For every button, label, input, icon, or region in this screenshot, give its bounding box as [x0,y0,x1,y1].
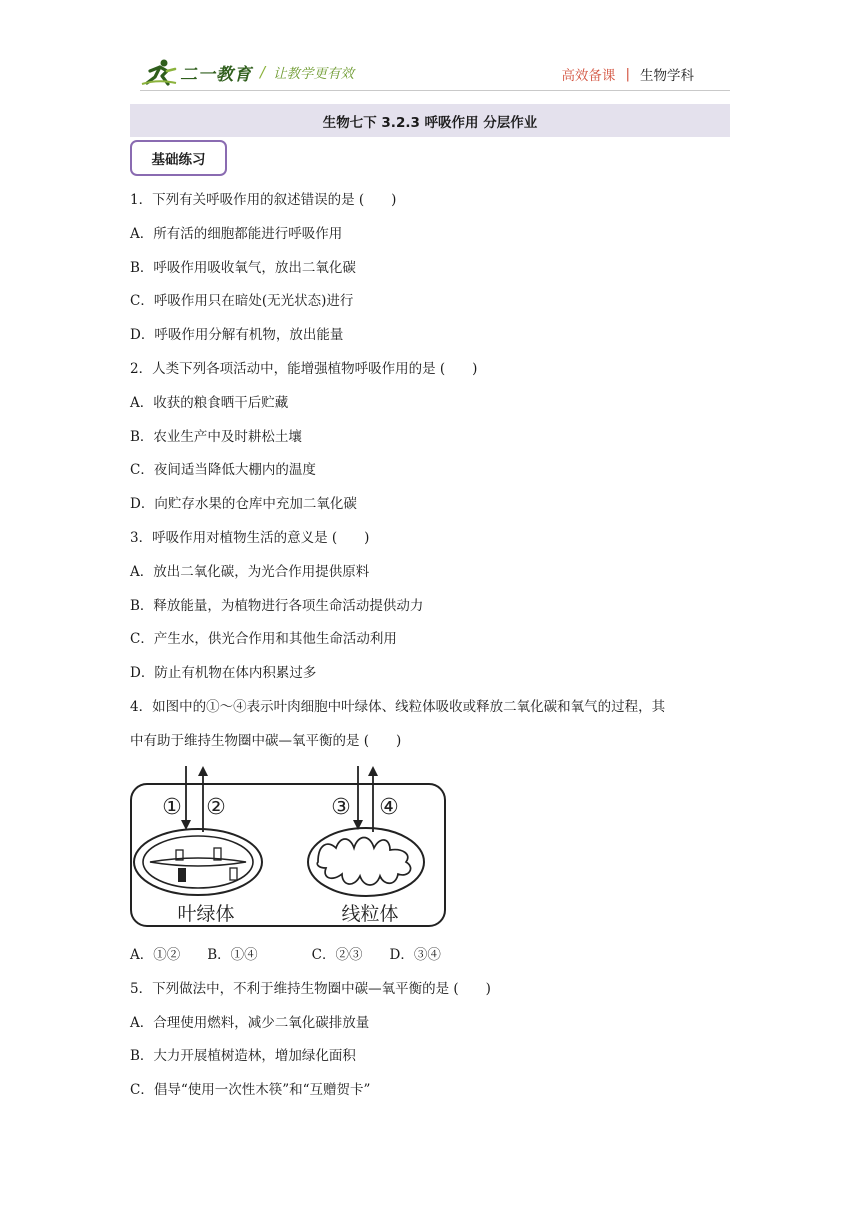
brand-name: 二一教育 [180,64,252,85]
label-3: ③ [331,795,351,820]
question-2-option-a: A．收获的粮食晒干后贮藏 [130,395,289,411]
label-1: ① [162,795,182,820]
header-separator: | [625,66,630,82]
header-tag-subject: 生物学科 [640,68,694,84]
label-4: ④ [379,795,399,820]
question-3-option-b: B．释放能量，为植物进行各项生命活动提供动力 [130,598,424,614]
question-5: 5．下列做法中，不利于维持生物圈中碳—氧平衡的是 ( ) [130,981,491,997]
question-3-option-a: A．放出二氧化碳，为光合作用提供原料 [130,564,370,580]
question-1-option-c: C．呼吸作用只在暗处(无光状态)进行 [130,293,354,309]
chloroplast-icon [134,829,262,895]
question-2-option-b: B．农业生产中及时耕松土壤 [130,429,302,445]
brand-logo [140,56,354,88]
header-tags [561,64,694,84]
title-bar [130,104,730,137]
question-1-option-d: D．呼吸作用分解有机物，放出能量 [130,327,344,343]
header-tag-prep: 高效备课 [561,68,616,84]
mitochondrion-icon [308,828,424,896]
page-header [140,56,730,92]
question-3: 3．呼吸作用对植物生活的意义是 ( ) [130,530,370,546]
question-1-option-b: B．呼吸作用吸收氧气，放出二氧化碳 [130,260,356,276]
question-2: 2．人类下列各项活动中，能增强植物呼吸作用的是 ( ) [130,361,478,377]
question-4-options: A．①② B．①④ C．②③ D．③④ [130,947,441,963]
organelle-diagram [128,762,450,930]
document-title: 生物七下 3.2.3 呼吸作用 分层作业 [322,114,538,131]
arrow-2-head [198,766,208,776]
question-5-option-b: B．大力开展植树造林，增加绿化面积 [130,1048,356,1064]
brand-divider: / [260,63,266,81]
brand-slogan: 让教学更有效 [273,66,355,82]
question-3-option-c: C．产生水，供光合作用和其他生命活动利用 [130,631,397,647]
arrow-4-head [368,766,378,776]
caption-mitochondrion: 线粒体 [341,903,399,925]
question-4-line-1: 4．如图中的①～④表示叶肉细胞中叶绿体、线粒体吸收或释放二氧化碳和氧气的过程，其 [130,699,666,715]
question-5-option-a: A．合理使用燃料，减少二氧化碳排放量 [130,1015,370,1031]
caption-chloroplast: 叶绿体 [177,903,235,925]
question-2-option-c: C．夜间适当降低大棚内的温度 [130,462,316,478]
question-4-line-2: 中有助于维持生物圈中碳—氧平衡的是 ( ) [130,733,402,749]
section-heading: 基础练习 [130,140,227,176]
question-2-option-d: D．向贮存水果的仓库中充加二氧化碳 [130,496,357,512]
question-1: 1．下列有关呼吸作用的叙述错误的是 ( ) [130,192,397,208]
runner-logo-icon [140,57,178,87]
question-1-option-a: A．所有活的细胞都能进行呼吸作用 [130,226,343,242]
label-2: ② [206,795,226,820]
question-5-option-c: C．倡导“使用一次性木筷”和“互赠贺卡” [130,1082,371,1098]
header-divider [140,90,730,91]
question-3-option-d: D．防止有机物在体内积累过多 [130,665,317,681]
